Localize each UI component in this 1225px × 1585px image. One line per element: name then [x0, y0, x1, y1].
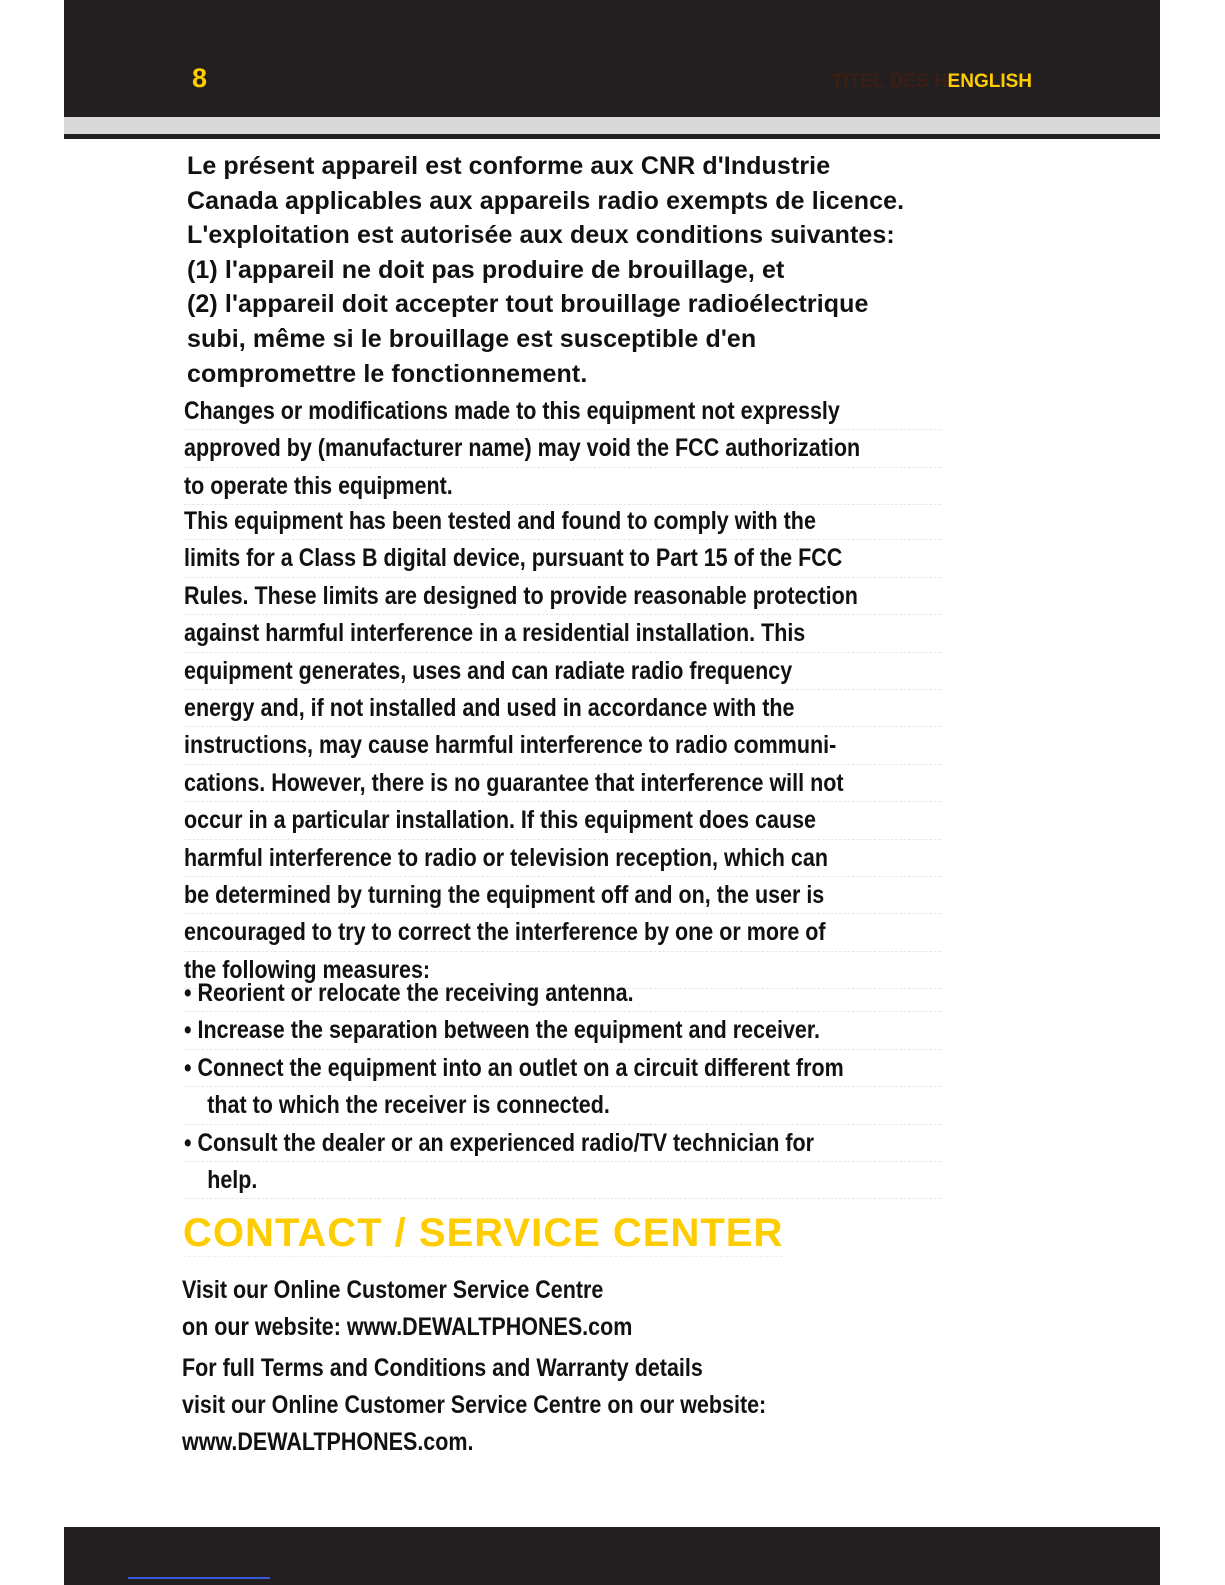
fcc-statement-line: against harmful interference in a residential installation. This — [184, 615, 941, 652]
header-title — [832, 70, 1032, 94]
french-notice-line: Canada applicables aux appareils radio exempts de licence. — [187, 186, 905, 215]
fcc-changes-paragraph — [184, 393, 1064, 505]
terms-paragraph — [182, 1350, 1082, 1461]
header-rule-dark — [64, 134, 1160, 139]
header-ghost-title: TITEL DES H — [831, 71, 948, 92]
header-rule-grey — [64, 117, 1160, 134]
fcc-statement-line: Rules. These limits are designed to provide reasonable protection — [184, 578, 941, 615]
french-notice-line: (1) l'appareil ne doit pas produire de brouillage, et — [187, 255, 785, 284]
contact-line: Visit our Online Customer Service Centre — [182, 1276, 604, 1304]
website-link: on our website: www.DEWALTPHONES.com — [182, 1313, 633, 1341]
fcc-statement-line: equipment generates, uses and can radiate radio frequency — [184, 653, 941, 690]
list-item: • Reorient or relocate the receiving antenna. — [184, 975, 941, 1012]
measures-list — [184, 975, 1064, 1199]
fcc-changes-line: Changes or modifications made to this equipment not expressly — [184, 393, 941, 430]
fcc-statement-line: encouraged to try to correct the interference by one or more of — [184, 914, 941, 951]
fcc-statement-line: This equipment has been tested and found to comply with the — [184, 503, 941, 540]
french-notice-line: compromettre le fonctionnement. — [187, 359, 588, 388]
fcc-statement-line: energy and, if not installed and used in accordance with the — [184, 690, 941, 727]
french-notice-line: L'exploitation est autorisée aux deux conditions suivantes: — [187, 221, 895, 250]
footer-underline — [128, 1577, 270, 1579]
french-notice — [187, 149, 1067, 391]
fcc-statement-line: the following measures: — [184, 952, 941, 989]
fcc-statement-paragraph — [184, 503, 1064, 989]
section-heading: CONTACT / SERVICE CENTER — [183, 1211, 784, 1255]
list-item-continuation: that to which the receiver is connected. — [184, 1087, 941, 1124]
contact-line: visit our Online Customer Service Centre on our website: — [182, 1391, 767, 1419]
fcc-changes-line: to operate this equipment. — [184, 468, 941, 505]
fcc-statement-line: instructions, may cause harmful interference to radio communi- — [184, 727, 941, 764]
french-notice-line: Le présent appareil est conforme aux CNR d'Industrie — [187, 152, 831, 180]
fcc-statement-line: limits for a Class B digital device, pursuant to Part 15 of the FCC — [184, 540, 941, 577]
list-item: • Increase the separation between the equipment and receiver. — [184, 1012, 941, 1049]
header-bar — [64, 0, 1160, 117]
french-notice-line: (2) l'appareil doit accepter tout brouillage radioélectrique — [187, 290, 869, 319]
page-number: 8 — [192, 63, 208, 93]
fcc-statement-line: occur in a particular installation. If this equipment does cause — [184, 802, 941, 839]
fcc-statement-line: harmful interference to radio or television reception, which can — [184, 840, 941, 877]
fcc-statement-line: cations. However, there is no guarantee that interference will not — [184, 765, 941, 802]
contact-line: For full Terms and Conditions and Warranty details — [182, 1354, 703, 1382]
website-link: www.DEWALTPHONES.com. — [182, 1428, 474, 1456]
fcc-changes-line: approved by (manufacturer name) may void the FCC authorization — [184, 430, 941, 467]
list-item: • Connect the equipment into an outlet on a circuit different from — [184, 1050, 941, 1087]
list-item: • Consult the dealer or an experienced radio/TV technician for — [184, 1125, 941, 1162]
fcc-statement-line: be determined by turning the equipment off and on, the user is — [184, 877, 941, 914]
header-language: ENGLISH — [947, 71, 1032, 92]
french-notice-line: subi, même si le brouillage est susceptible d'en — [187, 324, 757, 353]
online-service-paragraph — [182, 1272, 1082, 1346]
list-item-continuation: help. — [184, 1162, 941, 1199]
